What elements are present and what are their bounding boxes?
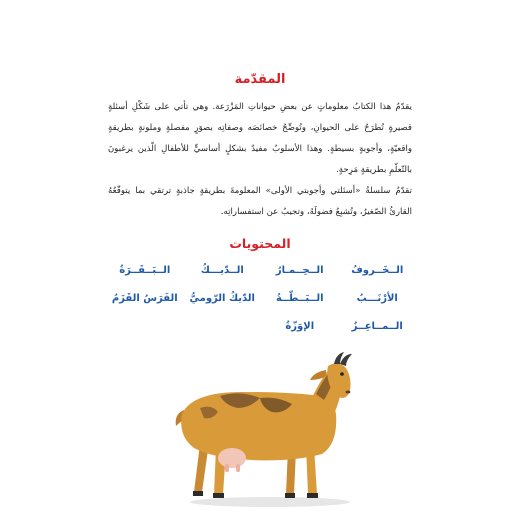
goat-hoof xyxy=(193,491,203,496)
toc-item-rabbit[interactable]: الأرْنَـــبُ xyxy=(356,293,398,304)
toc-item-duck[interactable]: الــبَــطّــةُ xyxy=(275,293,324,304)
contents-list xyxy=(106,262,416,336)
goat-nose xyxy=(346,391,351,394)
goat-teat xyxy=(225,464,229,472)
goat-eye xyxy=(340,372,344,376)
toc-item-goat[interactable]: الــمــاعِــزُ xyxy=(351,321,403,332)
toc-item-goose[interactable]: الإوَزّةُ xyxy=(285,321,315,332)
goat-udder xyxy=(218,448,246,468)
toc-item-donkey[interactable]: الــحِــمـارُ xyxy=(275,265,324,276)
toc-item-cow[interactable]: الــبَــقَــرَةُ xyxy=(119,265,171,276)
toc-item-rooster[interactable]: الــدّيـــكُ xyxy=(200,265,244,276)
intro-paragraph-1: يقدّمُ هذا الكتابُ معلوماتٍ عن بعضِ حيواناتِ المَزْرَعة. وهي تأتي على شَكْلِ أسئلةٍ قصيرةٍ تُطرَحُ على الحيوانِ، وتُوضِّحُ خصائصَه وصفاتِه بصوَرٍ مفصلةٍ وملونةٍ بطريقةٍ واقعيّةٍ، وأجوبةٍ بسيطةٍ. وهذا الأسلوبُ مفيدٌ بشكلٍ أساسيٍّ للأطفالِ الّذين يرغبونَ بالتّعلّمِ بطريقةٍ مَرِحةٍ. xyxy=(108,102,412,175)
goat-teat xyxy=(236,464,240,472)
goat-hoof xyxy=(307,493,318,498)
toc-item-pony[interactable]: الفَرَسُ القَزَمُ xyxy=(111,293,178,304)
toc-item-turkey[interactable]: الدّيكُ الرّوميُّ xyxy=(189,293,255,304)
introduction-heading: المقدّمة xyxy=(234,72,286,87)
ground-shadow xyxy=(190,497,350,507)
toc-item-sheep[interactable]: الــخَــروفُ xyxy=(351,265,404,276)
goat-illustration-icon xyxy=(160,352,360,512)
goat-hoof xyxy=(213,493,224,498)
introduction-text xyxy=(108,97,412,223)
goat-hoof xyxy=(285,493,295,498)
intro-paragraph-2: تقدّمُ سلسلةُ «أسئلتي وأجوبتي الأولى» المعلومةَ بطريقةٍ جاذبةٍ ترتقي بما يتوقّعُهُ القارئُ الصّغيرُ، وتُشبِعُ فضولَهُ، وتجيبُ عن استفساراتِه. xyxy=(108,186,412,217)
contents-heading: المحتويات xyxy=(229,236,291,251)
